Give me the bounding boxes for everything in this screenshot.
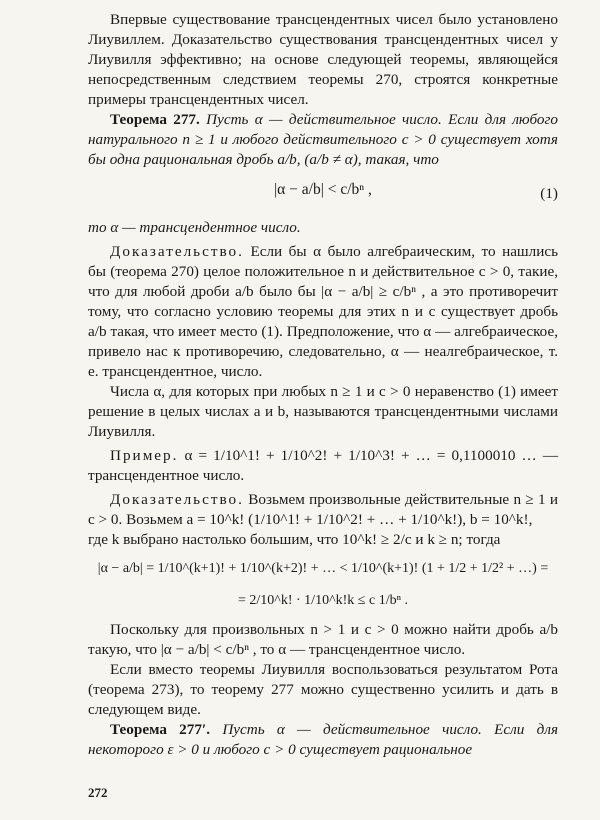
liouville-definition: Числа α, для которых при любых n ≥ 1 и c > 0 неравенство (1) имеет решение в целых числах a и b, называются трансцендентными числами Лиувилля. <box>88 383 558 440</box>
example-text: α = 1/10^1! + 1/10^2! + 1/10^3! + … = 0,1100010 … — трансцендентное число. <box>88 447 559 484</box>
theorem-277-conclusion: то α — трансцендентное число. <box>88 219 301 236</box>
proof-1-label: Доказательство. <box>110 243 244 260</box>
proof-1-text: Если бы α было алгебраическим, то нашлись бы (теорема 270) целое положительное n и действительное c > 0, такие, что для любой дроби a/b было бы |α − a/b| ≥ c/bⁿ , а это противоречит тому, что согласно условию теоремы для этих n и c существует дробь a/b такая, что имеет место (1). Предположение, что α — алгебраическое, привело нас к противоречию, следовательно, α — неалгебраическое, т. е. трансцендентное, число. <box>88 243 559 380</box>
formula-1-expression: |α − a/b| < c/bⁿ , <box>274 181 372 198</box>
formula-1-number: (1) <box>540 185 558 202</box>
roth-paragraph: Если вместо теоремы Лиувилля воспользоваться результатом Рота (теорема 273), то теорему 277 можно существенно усилить и дать в следующем виде. <box>88 661 558 718</box>
theorem-277-label: Теорема 277. <box>110 111 200 128</box>
conclusion-paragraph: Поскольку для произвольных n > 1 и c > 0 можно найти дробь a/b такую, что |α − a/b| < c/bⁿ , то α — трансцендентное число. <box>88 621 558 658</box>
theorem-277-prime <box>88 720 558 760</box>
intro-paragraph: Впервые существование трансцендентных чисел было установлено Лиувиллем. Доказательство существования трансцендентных чисел у Лиувилля эффективно; на основе следующей теоремы, являющейся непосредственным следствием теоремы 270, строятся конкретные примеры трансцендентных чисел. <box>88 11 558 108</box>
page-number: 272 <box>88 785 108 800</box>
proof-2 <box>88 490 558 530</box>
theorem-277-prime-text: Пусть α — действительное число. Если для некоторого ε > 0 и любого c > 0 существует рациональное <box>88 721 559 758</box>
proof-2-text-2: где k выбрано настолько большим, что 10^k! ≥ 2/c и k ≥ n; тогда <box>88 531 501 548</box>
formula-1 <box>88 174 558 214</box>
theorem-277-prime-label: Теорема 277′. <box>110 721 211 738</box>
proof-2-text-1: Возьмем произвольные действительные n ≥ 1 и c > 0. Возьмем a = 10^k! (1/10^1! + 1/10^2! + … + 1/10^k!), b = 10^k!, <box>88 491 559 528</box>
example <box>88 446 558 486</box>
math-line-2: = 2/10^k! · 1/10^k!k ≤ c 1/bⁿ . <box>238 593 408 608</box>
proof-1 <box>88 242 558 382</box>
math-line-1: |α − a/b| = 1/10^(k+1)! + 1/10^(k+2)! + … < 1/10^(k+1)! (1 + 1/2 + 1/2² + …) = <box>97 561 549 576</box>
example-label: Пример. <box>110 447 179 464</box>
theorem-277 <box>88 110 558 170</box>
theorem-277-text: Пусть α — действительное число. Если для любого натурального n ≥ 1 и любого действительного c > 0 существует хотя бы одна рациональная дробь a/b, (a/b ≠ α), такая, что <box>88 111 558 168</box>
proof-2-label: Доказательство. <box>110 491 244 508</box>
